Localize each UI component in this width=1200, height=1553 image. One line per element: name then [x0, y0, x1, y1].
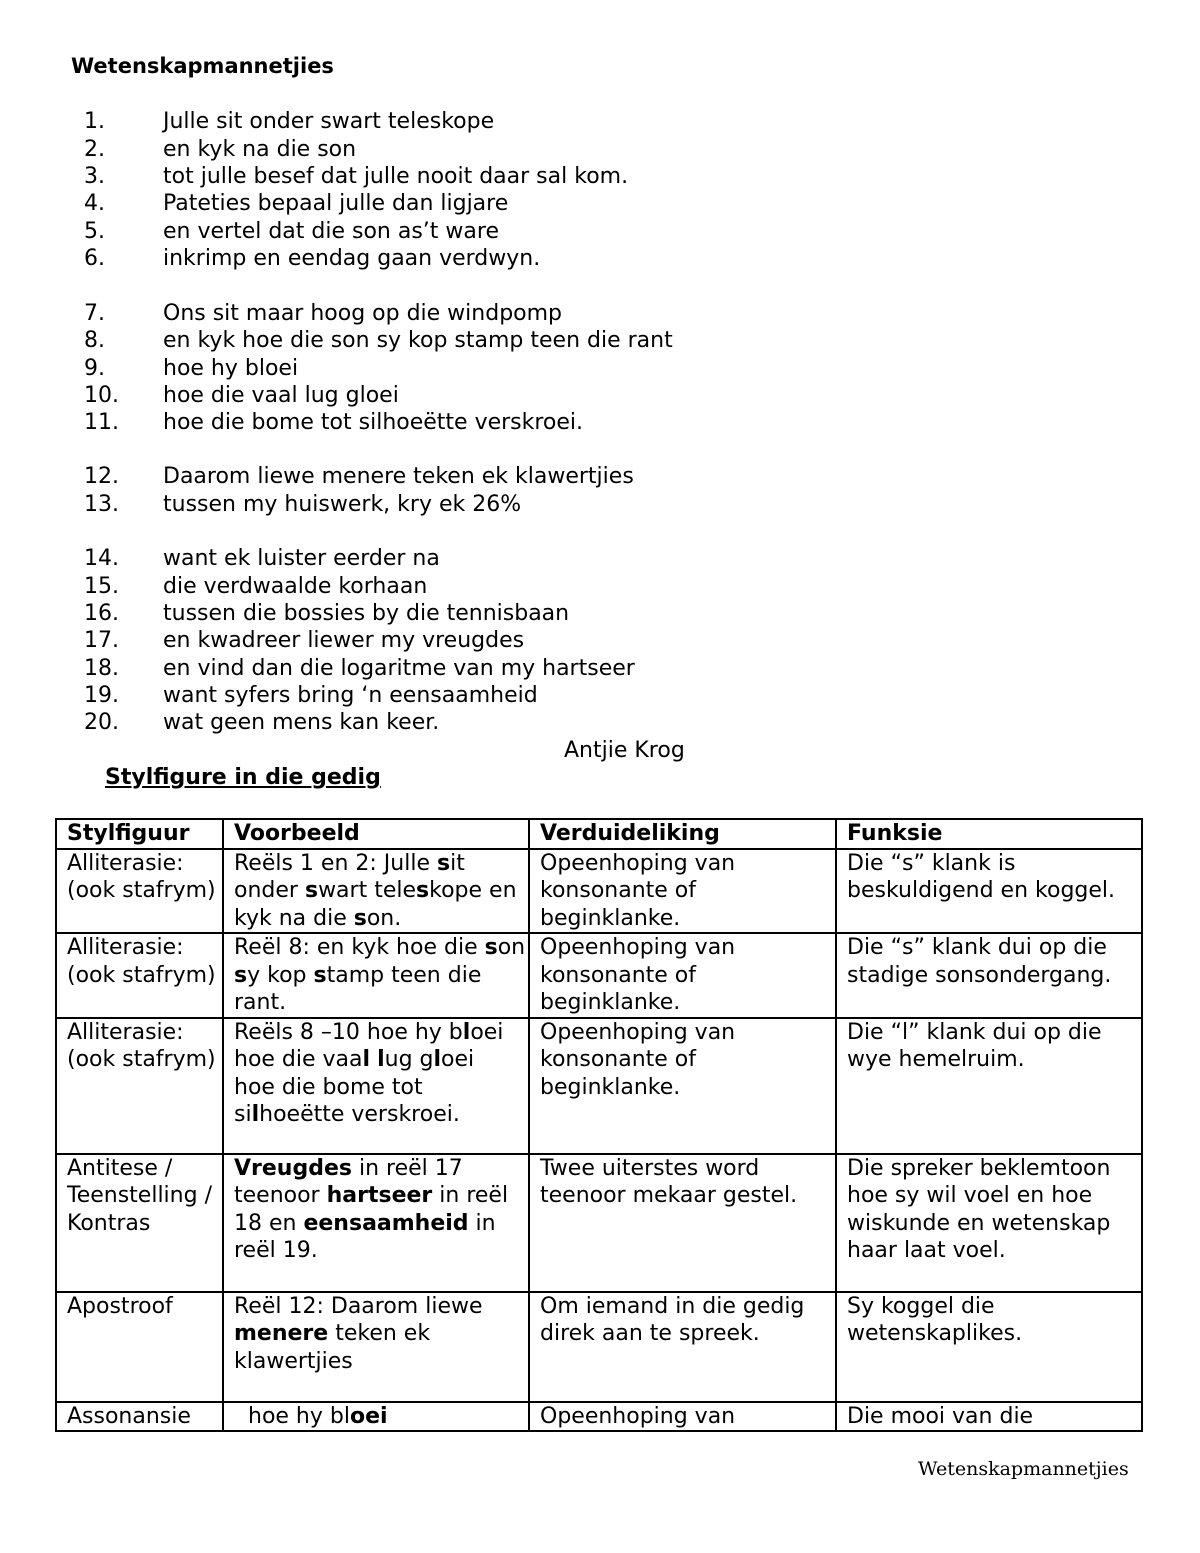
poem-line-text: tussen my huiswerk, kry ek 26%: [163, 492, 522, 517]
emphasis-text: oei: [349, 1403, 388, 1429]
poem-line-number: 6.: [84, 246, 105, 271]
poem-line-number: 19.: [84, 683, 119, 708]
poem-line-text: Julle sit onder swart teleskope: [163, 109, 495, 134]
cell-example: [223, 1154, 529, 1292]
poem-line-text: tussen die bossies by die tennisbaan: [163, 601, 570, 626]
table-row: [56, 1292, 1142, 1402]
cell-function: Sy koggel die wetenskaplikes.: [836, 1292, 1142, 1402]
poem-line-text: inkrimp en eendag gaan verdwyn.: [163, 246, 541, 271]
emphasis-text: l: [251, 1102, 260, 1127]
emphasis-text: eensaamheid: [303, 1210, 469, 1236]
poem-line-number: 18.: [84, 656, 119, 681]
cell-figure: Alliterasie: (ook stafrym): [56, 849, 223, 934]
poem-line-text: want syfers bring ‘n eensaamheid: [163, 683, 538, 708]
poem-line-text: hoe die vaal lug gloei: [163, 383, 399, 408]
cell-function: Die “s” klank dui op die stadige sonsondergang.: [836, 933, 1142, 1018]
poem-line-text: en vertel dat die son as’t ware: [163, 219, 499, 244]
example-text: hoe die bome tot si: [234, 1074, 430, 1127]
example-text: tamp teen die rant.: [234, 962, 489, 1015]
poem-line-number: 2.: [84, 137, 105, 162]
header-cell-function: Funksie: [836, 819, 1142, 849]
example-text: hoe die vaa: [234, 1047, 363, 1072]
emphasis-text: s: [313, 962, 327, 988]
poem-line-number: 7.: [84, 301, 105, 326]
poem-line-text: want ek luister eerder na: [163, 546, 440, 571]
poem-line-number: 9.: [84, 356, 105, 381]
example-text: it onder: [234, 850, 472, 903]
table-header-row: [56, 819, 1142, 849]
cell-example: [223, 849, 529, 934]
table-row: [56, 1154, 1142, 1292]
poem-line-text: hoe die bome tot silhoeëtte verskroei.: [163, 410, 584, 435]
table-row: [56, 1018, 1142, 1154]
table-row: [56, 849, 1142, 934]
cell-function: Die mooi van die: [836, 1402, 1142, 1432]
poem-line-number: 3.: [84, 164, 105, 189]
cell-figure: Apostroof: [56, 1292, 223, 1402]
poem-line-number: 14.: [84, 546, 119, 571]
cell-explanation: Om iemand in die gedig direk aan te spreek.: [529, 1292, 836, 1402]
poem-line-number: 15.: [84, 574, 119, 599]
poem-line-number: 20.: [84, 710, 119, 735]
table-row: [56, 933, 1142, 1018]
example-text: in reël 18 en: [234, 1183, 516, 1236]
cell-figure: Assonansie: [56, 1402, 223, 1432]
poem-line-number: 12.: [84, 464, 119, 489]
emphasis-text: s: [353, 905, 367, 931]
poem-line-text: tot julle besef dat julle nooit daar sal kom.: [163, 164, 629, 189]
cell-figure: Antitese / Teenstelling / Kontras: [56, 1154, 223, 1292]
example-text: wart tele: [318, 878, 417, 903]
example-text: Reëls 8 –10 hoe hy b: [234, 1019, 463, 1045]
example-text: Reël 12: Daarom liewe: [234, 1293, 490, 1319]
example-text: hoeëtte verskroei.: [259, 1102, 460, 1127]
cell-figure: Alliterasie: (ook stafrym): [56, 1018, 223, 1154]
emphasis-text: menere: [234, 1321, 329, 1346]
emphasis-text: s: [436, 850, 451, 876]
cell-example: [223, 1018, 529, 1154]
poem-line-number: 4.: [84, 191, 105, 216]
poem-line-text: Pateties bepaal julle dan ligjare: [163, 191, 509, 216]
emphasis-text: Vreugdes: [234, 1155, 352, 1181]
example-text: ug g: [384, 1047, 434, 1072]
example-text: on.: [366, 905, 402, 931]
poem-line-text: Daarom liewe menere teken ek klawertjies: [163, 464, 634, 489]
cell-explanation: Opeenhoping van: [529, 1402, 836, 1432]
cell-function: Die “s” klank is beskuldigend en koggel.: [836, 849, 1142, 934]
cell-function: Die spreker beklemtoon hoe sy wil voel en hoe wiskunde en wetenskap haar laat voel.: [836, 1154, 1142, 1292]
example-text: kope en kyk na die: [234, 878, 524, 931]
poem-line-number: 13.: [84, 492, 119, 517]
emphasis-text: s: [416, 878, 430, 903]
poem-line-text: hoe hy bloei: [163, 356, 299, 381]
example-text: in reël 19.: [234, 1210, 503, 1263]
example-text: oei: [441, 1047, 475, 1072]
poem-line-text: Ons sit maar hoog op die windpomp: [163, 301, 563, 326]
example-text: Reëls 1 en 2: Julle: [234, 850, 437, 876]
poem-line-text: en vind dan die logaritme van my hartseer: [163, 656, 635, 681]
emphasis-text: s: [234, 962, 248, 988]
header-cell-explanation: Verduideliking: [529, 819, 836, 849]
cell-explanation: Opeenhoping van konsonante of beginklanke.: [529, 933, 836, 1018]
example-text: teken ek klawertjies: [234, 1321, 438, 1374]
poem-line-text: en kyk hoe die son sy kop stamp teen die rant: [163, 328, 673, 353]
emphasis-text: hartseer: [326, 1183, 433, 1208]
header-cell-example: Voorbeeld: [223, 819, 529, 849]
emphasis-text: s: [304, 878, 319, 903]
section-title: Stylfigure in die gedig: [105, 765, 381, 790]
cell-example: [223, 1402, 529, 1432]
poem-line-number: 11.: [84, 410, 119, 435]
poem-line-number: 10.: [84, 383, 119, 408]
cell-example: [223, 1292, 529, 1402]
cell-explanation: Opeenhoping van konsonante of beginklanke.: [529, 1018, 836, 1154]
header-cell-figure: Stylfiguur: [56, 819, 223, 849]
example-text: oei: [470, 1019, 504, 1045]
poem-line-text: die verdwaalde korhaan: [163, 574, 428, 599]
style-figures-table: [55, 818, 1143, 1432]
emphasis-text: l: [462, 1019, 471, 1045]
emphasis-text: s: [484, 935, 498, 960]
poem-line-number: 8.: [84, 328, 105, 353]
cell-figure: Alliterasie: (ook stafrym): [56, 933, 223, 1018]
poem-line-number: 17.: [84, 628, 119, 653]
poem-line-text: en kyk na die son: [163, 137, 357, 162]
emphasis-text: l: [377, 1047, 385, 1072]
example-text: y kop: [247, 962, 314, 988]
poem-line-number: 1.: [84, 109, 105, 134]
poem-line-number: 5.: [84, 219, 105, 244]
example-text: in reël 17 teenoor: [234, 1155, 470, 1208]
example-text: Reël 8: en kyk hoe die: [234, 935, 485, 960]
example-text: hoe hy bl: [234, 1403, 350, 1429]
footer-title: Wetenskapmannetjies: [918, 1458, 1129, 1480]
document-title: Wetenskapmannetjies: [71, 54, 334, 78]
poem-author: Antjie Krog: [564, 738, 685, 763]
poem-line-number: 16.: [84, 601, 119, 626]
poem-line-text: wat geen mens kan keer.: [163, 710, 440, 735]
cell-example: [223, 933, 533, 1018]
emphasis-text: l: [433, 1047, 442, 1072]
cell-explanation: Opeenhoping van konsonante of beginklanke.: [529, 849, 836, 934]
cell-function: Die “l” klank dui op die wye hemelruim.: [836, 1018, 1142, 1154]
table-row: [56, 1402, 1142, 1432]
cell-explanation: Twee uiterstes word teenoor mekaar gestel.: [529, 1154, 836, 1292]
example-text: on: [497, 935, 533, 960]
emphasis-text: l: [362, 1047, 371, 1072]
poem-line-text: en kwadreer liewer my vreugdes: [163, 628, 525, 653]
